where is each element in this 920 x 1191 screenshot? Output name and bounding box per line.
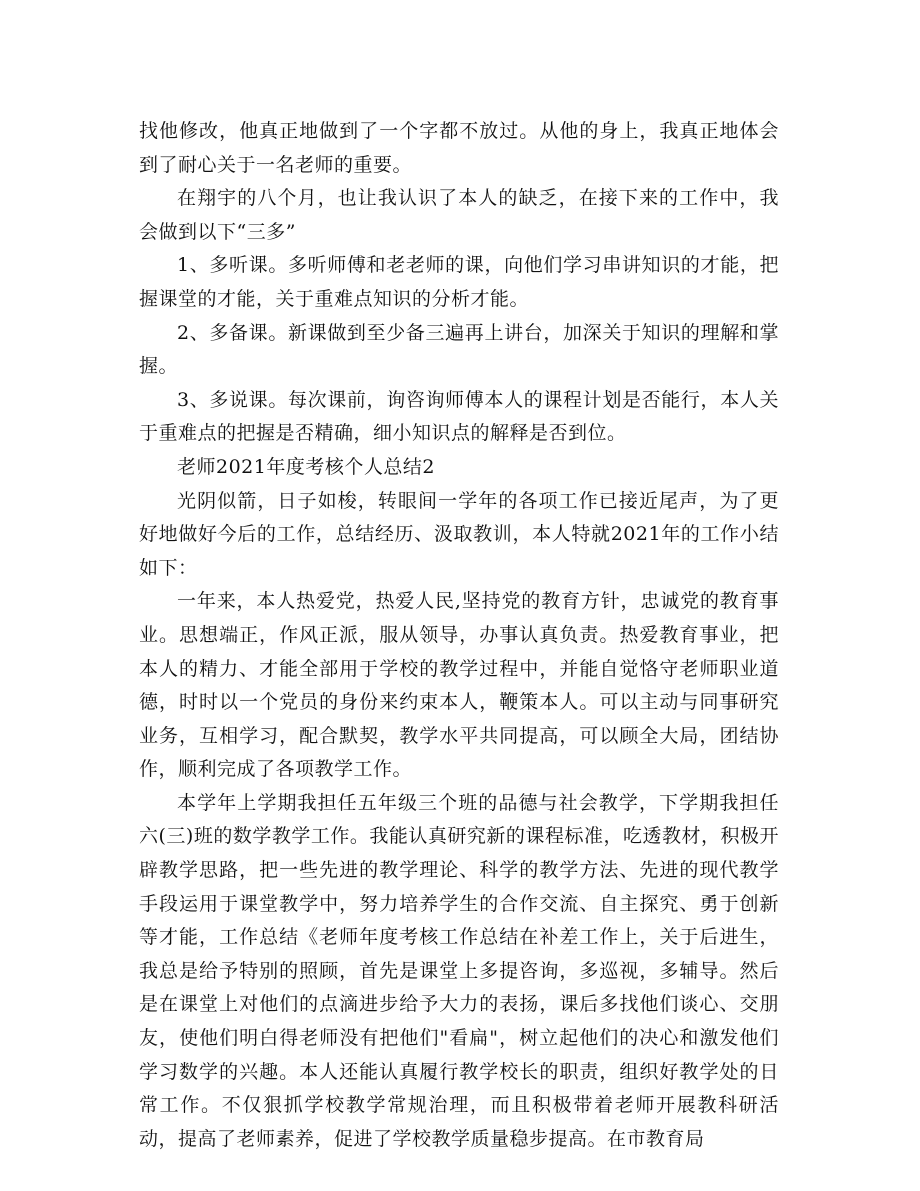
paragraph-9: 本学年上学期我担任五年级三个班的品德与社会教学，下学期我担任六(三)班的数学教学工作。我能认真研究新的课程标准，吃透教材，积极开辟教学思路，把一些先进的教学理论、科学的教学方法、先进的现代教学手段运用于课堂教学中，努力培养学生的合作交流、自主探究、勇于创新等才能，工作总结《老师年度考核工作总结在补差工作上，关于后进生，我总是给予特别的照顾，首先是课堂上多提咨询，多巡视，多辅导。然后是在课堂上对他们的点滴进步给予大力的表扬，课后多找他们谈心、交朋友，使他们明白得老师没有把他们"看扁"，树立起他们的决心和激发他们学习数学的兴趣。本人还能认真履行教学校长的职责，组织好教学处的日常工作。不仅狠抓学校教学常规治理，而且积极带着老师开展教科研活动，提高了老师素养，促进了学校教学质量稳步提高。在市教育局 [139, 791, 779, 1150]
paragraph-4: 2、多备课。新课做到至少备三遍再上讲台，加深关于知识的理解和掌握。 [139, 321, 779, 378]
section-heading: 老师2021年度考核个人总结2 [177, 455, 435, 478]
paragraph-2: 在翔宇的八个月，也让我认识了本人的缺乏，在接下来的工作中，我会做到以下“三多” [139, 187, 779, 243]
paragraph-8: 一年来，本人热爱党，热爱人民,坚持党的教育方针，忠诚党的教育事业。思想端正，作风正派，服从领导，办事认真负责。热爱教育事业，把本人的精力、才能全部用于学校的教学过程中，并能自觉恪守老师职业道德，时时以一个党员的身份来约束本人，鞭策本人。可以主动与同事研究业务，互相学习，配合默契，教学水平共同提高，可以顾全大局，团结协作，顺利完成了各项教学工作。 [139, 590, 779, 781]
paragraph-5: 3、多说课。每次课前，询咨询师傅本人的课程计划是否能行，本人关于重难点的把握是否精确，细小知识点的解释是否到位。 [139, 388, 779, 445]
document-body [139, 115, 779, 1156]
paragraph-7: 光阴似箭，日子如梭，转眼间一学年的各项工作已接近尾声，为了更好地做好今后的工作，总结经历、汲取教训，本人特就2021年的工作小结如下： [139, 489, 779, 579]
paragraph-1: 找他修改，他真正地做到了一个字都不放过。从他的身上，我真正地体会到了耐心关于一名老师的重要。 [139, 120, 779, 176]
paragraph-3: 1、多听课。多听师傅和老老师的课，向他们学习串讲知识的才能，把握课堂的才能，关于重难点知识的分析才能。 [139, 254, 779, 310]
